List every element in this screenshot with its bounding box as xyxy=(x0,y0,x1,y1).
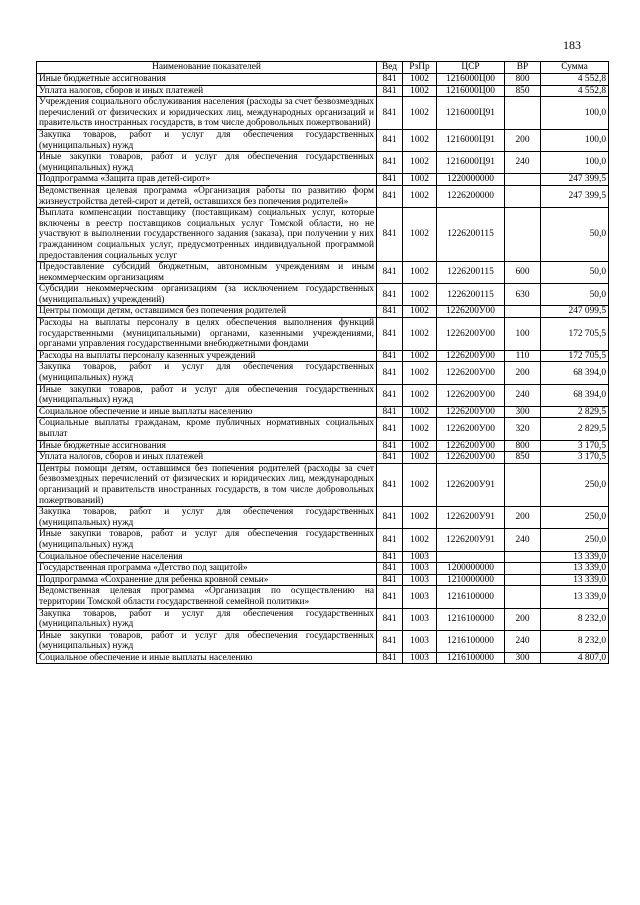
cell-vr xyxy=(505,306,541,318)
cell-sum: 50,0 xyxy=(541,284,609,306)
cell-rzpr: 1002 xyxy=(403,318,437,351)
cell-rzpr: 1002 xyxy=(403,440,437,452)
cell-rzpr: 1002 xyxy=(403,152,437,174)
table-row xyxy=(37,74,609,86)
cell-ved: 841 xyxy=(377,608,403,630)
cell-vr: 300 xyxy=(505,652,541,664)
cell-name: Иные закупки товаров, работ и услуг для обеспечения государственных (муниципальных) нужд xyxy=(37,630,377,652)
cell-name: Учреждения социального обслуживания населения (расходы за счет безвозмездных перечислений от физических и юридических лиц, международных организаций и правительств иностранных государств, в том числе добровольных пожертвований) xyxy=(37,97,377,130)
table-row xyxy=(37,350,609,362)
cell-vr: 240 xyxy=(505,630,541,652)
cell-ved: 841 xyxy=(377,362,403,384)
header-vr: ВР xyxy=(505,62,541,74)
cell-rzpr: 1002 xyxy=(403,507,437,529)
cell-rzpr: 1002 xyxy=(403,185,437,207)
cell-vr xyxy=(505,574,541,586)
cell-ved: 841 xyxy=(377,406,403,418)
table-row xyxy=(37,284,609,306)
cell-rzpr: 1003 xyxy=(403,630,437,652)
cell-ved: 841 xyxy=(377,350,403,362)
cell-csr: 1216000Ц00 xyxy=(437,74,505,86)
page-number: 183 xyxy=(563,38,581,52)
cell-rzpr: 1002 xyxy=(403,74,437,86)
table-row xyxy=(37,362,609,384)
table-row xyxy=(37,152,609,174)
cell-ved: 841 xyxy=(377,262,403,284)
table-row xyxy=(37,630,609,652)
table-body xyxy=(37,74,609,664)
cell-csr: 1220000000 xyxy=(437,174,505,186)
cell-sum: 13 339,0 xyxy=(541,574,609,586)
cell-name: Иные закупки товаров, работ и услуг для обеспечения государственных (муниципальных) нужд xyxy=(37,384,377,406)
cell-vr: 200 xyxy=(505,608,541,630)
cell-ved: 841 xyxy=(377,452,403,464)
table-row xyxy=(37,97,609,130)
cell-sum: 2 829,5 xyxy=(541,406,609,418)
cell-ved: 841 xyxy=(377,652,403,664)
cell-csr: 1226200У00 xyxy=(437,362,505,384)
cell-rzpr: 1002 xyxy=(403,306,437,318)
cell-csr: 1226200У00 xyxy=(437,452,505,464)
cell-rzpr: 1002 xyxy=(403,85,437,97)
cell-ved: 841 xyxy=(377,129,403,151)
cell-name: Субсидии некоммерческим организациям (за исключением государственных (муниципальных) учреждений) xyxy=(37,284,377,306)
cell-sum: 13 339,0 xyxy=(541,563,609,575)
cell-vr xyxy=(505,97,541,130)
cell-rzpr: 1002 xyxy=(403,384,437,406)
cell-ved: 841 xyxy=(377,152,403,174)
cell-ved: 841 xyxy=(377,586,403,608)
cell-sum: 8 232,0 xyxy=(541,608,609,630)
table-row xyxy=(37,85,609,97)
cell-csr: 1226200115 xyxy=(437,208,505,262)
cell-sum: 50,0 xyxy=(541,208,609,262)
cell-ved: 841 xyxy=(377,551,403,563)
cell-name: Уплата налогов, сборов и иных платежей xyxy=(37,85,377,97)
cell-sum: 250,0 xyxy=(541,463,609,506)
table-row xyxy=(37,507,609,529)
table-row xyxy=(37,652,609,664)
cell-name: Подпрограмма «Сохранение для ребенка кровной семьи» xyxy=(37,574,377,586)
table-row xyxy=(37,563,609,575)
cell-ved: 841 xyxy=(377,574,403,586)
cell-sum: 13 339,0 xyxy=(541,551,609,563)
cell-name: Иные бюджетные ассигнования xyxy=(37,440,377,452)
cell-csr: 1226200У00 xyxy=(437,306,505,318)
cell-vr: 200 xyxy=(505,129,541,151)
cell-ved: 841 xyxy=(377,563,403,575)
table-row xyxy=(37,406,609,418)
cell-csr: 1226200000 xyxy=(437,185,505,207)
cell-name: Ведомственная целевая программа «Организация по осуществлению на территории Томской области государственной семейной политики» xyxy=(37,586,377,608)
cell-ved: 841 xyxy=(377,284,403,306)
cell-csr: 1226200У00 xyxy=(437,440,505,452)
cell-rzpr: 1002 xyxy=(403,406,437,418)
cell-rzpr: 1003 xyxy=(403,652,437,664)
table-row xyxy=(37,608,609,630)
cell-csr: 1226200У00 xyxy=(437,406,505,418)
cell-name: Ведомственная целевая программа «Организация работы по развитию форм жизнеустройства детей-сирот и детей, оставшихся без попечения родителей» xyxy=(37,185,377,207)
cell-vr xyxy=(505,174,541,186)
cell-ved: 841 xyxy=(377,74,403,86)
cell-vr xyxy=(505,551,541,563)
cell-rzpr: 1003 xyxy=(403,574,437,586)
cell-vr xyxy=(505,586,541,608)
cell-sum: 2 829,5 xyxy=(541,418,609,440)
cell-ved: 841 xyxy=(377,529,403,551)
cell-rzpr: 1002 xyxy=(403,262,437,284)
cell-vr: 200 xyxy=(505,362,541,384)
cell-vr: 800 xyxy=(505,440,541,452)
cell-csr: 1210000000 xyxy=(437,574,505,586)
cell-csr: 1216000Ц91 xyxy=(437,97,505,130)
cell-vr: 600 xyxy=(505,262,541,284)
header-rzpr: РзПр xyxy=(403,62,437,74)
cell-ved: 841 xyxy=(377,630,403,652)
cell-name: Расходы на выплаты персоналу казенных учреждений xyxy=(37,350,377,362)
cell-csr: 1226200У00 xyxy=(437,350,505,362)
cell-csr: 1216000Ц00 xyxy=(437,85,505,97)
table-row xyxy=(37,529,609,551)
cell-vr xyxy=(505,563,541,575)
cell-ved: 841 xyxy=(377,306,403,318)
cell-csr: 1226200115 xyxy=(437,262,505,284)
cell-sum: 247 399,5 xyxy=(541,174,609,186)
cell-csr xyxy=(437,551,505,563)
cell-rzpr: 1002 xyxy=(403,350,437,362)
cell-ved: 841 xyxy=(377,318,403,351)
cell-rzpr: 1002 xyxy=(403,418,437,440)
cell-name: Центры помощи детям, оставшимся без попечения родителей xyxy=(37,306,377,318)
cell-name: Закупка товаров, работ и услуг для обеспечения государственных (муниципальных) нужд xyxy=(37,608,377,630)
cell-vr xyxy=(505,463,541,506)
cell-rzpr: 1002 xyxy=(403,208,437,262)
cell-name: Социальное обеспечение и иные выплаты населению xyxy=(37,406,377,418)
cell-rzpr: 1003 xyxy=(403,551,437,563)
header-name: Наименование показателей xyxy=(37,62,377,74)
cell-name: Социальное обеспечение населения xyxy=(37,551,377,563)
cell-csr: 1200000000 xyxy=(437,563,505,575)
cell-vr: 850 xyxy=(505,452,541,464)
cell-name: Иные закупки товаров, работ и услуг для обеспечения государственных (муниципальных) нужд xyxy=(37,152,377,174)
cell-csr: 1226200У00 xyxy=(437,318,505,351)
table-row xyxy=(37,586,609,608)
cell-rzpr: 1002 xyxy=(403,452,437,464)
cell-sum: 247 399,5 xyxy=(541,185,609,207)
cell-vr: 110 xyxy=(505,350,541,362)
cell-name: Государственная программа «Детство под защитой» xyxy=(37,563,377,575)
cell-name: Закупка товаров, работ и услуг для обеспечения государственных (муниципальных) нужд xyxy=(37,129,377,151)
cell-sum: 100,0 xyxy=(541,129,609,151)
table-row xyxy=(37,574,609,586)
cell-sum: 4 552,8 xyxy=(541,85,609,97)
table-row xyxy=(37,463,609,506)
cell-rzpr: 1002 xyxy=(403,463,437,506)
cell-csr: 1216100000 xyxy=(437,652,505,664)
cell-sum: 4 807,0 xyxy=(541,652,609,664)
table-row xyxy=(37,306,609,318)
cell-csr: 1216000Ц91 xyxy=(437,129,505,151)
cell-sum: 3 170,5 xyxy=(541,440,609,452)
cell-csr: 1216100000 xyxy=(437,630,505,652)
cell-name: Иные закупки товаров, работ и услуг для обеспечения государственных (муниципальных) нужд xyxy=(37,529,377,551)
cell-ved: 841 xyxy=(377,174,403,186)
table-row xyxy=(37,208,609,262)
cell-vr: 800 xyxy=(505,74,541,86)
cell-name: Уплата налогов, сборов и иных платежей xyxy=(37,452,377,464)
cell-vr xyxy=(505,208,541,262)
cell-sum: 100,0 xyxy=(541,152,609,174)
cell-vr: 630 xyxy=(505,284,541,306)
cell-vr xyxy=(505,185,541,207)
cell-name: Иные бюджетные ассигнования xyxy=(37,74,377,86)
cell-name: Центры помощи детям, оставшимся без попечения родителей (расходы за счет безвозмездных перечислений от физических и юридических лиц, международных организаций и правительств иностранных государств, в том числе добровольных пожертвований) xyxy=(37,463,377,506)
cell-ved: 841 xyxy=(377,185,403,207)
cell-sum: 68 394,0 xyxy=(541,362,609,384)
cell-ved: 841 xyxy=(377,463,403,506)
cell-rzpr: 1003 xyxy=(403,608,437,630)
cell-ved: 841 xyxy=(377,418,403,440)
table-row xyxy=(37,440,609,452)
cell-csr: 1216100000 xyxy=(437,586,505,608)
cell-sum: 100,0 xyxy=(541,97,609,130)
cell-rzpr: 1003 xyxy=(403,586,437,608)
cell-name: Закупка товаров, работ и услуг для обеспечения государственных (муниципальных) нужд xyxy=(37,362,377,384)
cell-sum: 50,0 xyxy=(541,262,609,284)
cell-sum: 250,0 xyxy=(541,507,609,529)
cell-name: Расходы на выплаты персоналу в целях обеспечения выполнения функций государственными (муниципальными) органами, казенными учреждениями, органами управления государственными внебюджетными фондами xyxy=(37,318,377,351)
cell-ved: 841 xyxy=(377,384,403,406)
table-row xyxy=(37,384,609,406)
cell-vr: 320 xyxy=(505,418,541,440)
cell-vr: 240 xyxy=(505,529,541,551)
cell-vr: 300 xyxy=(505,406,541,418)
cell-name: Предоставление субсидий бюджетным, автономным учреждениям и иным некоммерческим организациям xyxy=(37,262,377,284)
cell-name: Закупка товаров, работ и услуг для обеспечения государственных (муниципальных) нужд xyxy=(37,507,377,529)
cell-rzpr: 1002 xyxy=(403,97,437,130)
table-row xyxy=(37,551,609,563)
cell-name: Подпрограмма «Защита прав детей-сирот» xyxy=(37,174,377,186)
cell-sum: 68 394,0 xyxy=(541,384,609,406)
cell-csr: 1226200У00 xyxy=(437,384,505,406)
cell-rzpr: 1003 xyxy=(403,563,437,575)
cell-ved: 841 xyxy=(377,85,403,97)
cell-csr: 1216000Ц91 xyxy=(437,152,505,174)
cell-sum: 247 099,5 xyxy=(541,306,609,318)
header-ved: Вед xyxy=(377,62,403,74)
cell-csr: 1226200У91 xyxy=(437,463,505,506)
cell-ved: 841 xyxy=(377,208,403,262)
cell-vr: 240 xyxy=(505,152,541,174)
cell-csr: 1226200115 xyxy=(437,284,505,306)
cell-sum: 13 339,0 xyxy=(541,586,609,608)
table-header-row xyxy=(37,62,609,74)
cell-ved: 841 xyxy=(377,440,403,452)
cell-vr: 240 xyxy=(505,384,541,406)
table-row xyxy=(37,185,609,207)
cell-rzpr: 1002 xyxy=(403,284,437,306)
cell-rzpr: 1002 xyxy=(403,129,437,151)
cell-sum: 250,0 xyxy=(541,529,609,551)
cell-sum: 172 705,5 xyxy=(541,318,609,351)
cell-csr: 1226200У00 xyxy=(437,418,505,440)
cell-vr: 100 xyxy=(505,318,541,351)
cell-sum: 172 705,5 xyxy=(541,350,609,362)
cell-name: Выплата компенсации поставщику (поставщикам) социальных услуг, которые включены в реестр поставщиков социальных услуг Томской области, но не участвуют в выполнении государственного задания (заказа), при получении у них гражданином социальных услуг, предусмотренных индивидуальной программой предоставления социальных услуг xyxy=(37,208,377,262)
budget-table xyxy=(36,61,609,664)
cell-ved: 841 xyxy=(377,97,403,130)
cell-vr: 850 xyxy=(505,85,541,97)
cell-rzpr: 1002 xyxy=(403,362,437,384)
cell-vr: 200 xyxy=(505,507,541,529)
table-row xyxy=(37,129,609,151)
header-sum: Сумма xyxy=(541,62,609,74)
cell-name: Социальное обеспечение и иные выплаты населению xyxy=(37,652,377,664)
header-csr: ЦСР xyxy=(437,62,505,74)
cell-rzpr: 1002 xyxy=(403,529,437,551)
cell-rzpr: 1002 xyxy=(403,174,437,186)
table-row xyxy=(37,174,609,186)
cell-csr: 1216100000 xyxy=(437,608,505,630)
table-row xyxy=(37,418,609,440)
table-row xyxy=(37,452,609,464)
cell-csr: 1226200У91 xyxy=(437,529,505,551)
table-row xyxy=(37,318,609,351)
cell-ved: 841 xyxy=(377,507,403,529)
table-row xyxy=(37,262,609,284)
cell-name: Социальные выплаты гражданам, кроме публичных нормативных социальных выплат xyxy=(37,418,377,440)
cell-sum: 8 232,0 xyxy=(541,630,609,652)
cell-sum: 4 552,8 xyxy=(541,74,609,86)
cell-csr: 1226200У91 xyxy=(437,507,505,529)
cell-sum: 3 170,5 xyxy=(541,452,609,464)
